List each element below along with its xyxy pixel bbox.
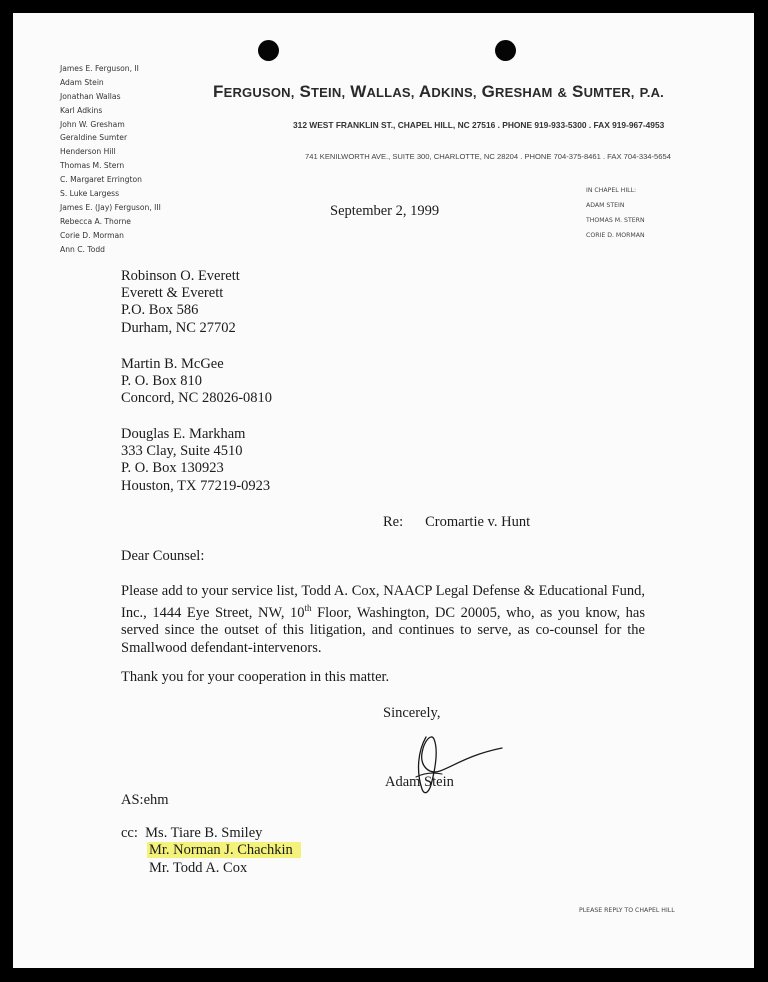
- chapel-hill-attorney: THOMAS M. STERN: [586, 217, 645, 224]
- recipient-block: [121, 356, 272, 408]
- recipient-line: P.O. Box 586: [121, 302, 199, 319]
- ordinal-suffix: th: [304, 603, 312, 614]
- chapel-hill-attorney: CORIE D. MORMAN: [586, 232, 645, 239]
- partner-name: Rebecca A. Thorne: [60, 216, 131, 226]
- body-text: Floor, Washington, DC 20005, who, as you know, has served since the outset of this litigation, and continues to serve, as co-counsel for the Smallwood defendant-intervenors.: [121, 605, 645, 656]
- recipient-line: P. O. Box 130923: [121, 460, 224, 477]
- cc-list: [121, 825, 301, 877]
- address-chapel-hill: 312 WEST FRANKLIN ST., CHAPEL HILL, NC 27516 . PHONE 919-933-5300 . FAX 919-967-4953: [293, 120, 665, 130]
- recipient-line: Douglas E. Markham: [121, 426, 246, 442]
- re-line: [383, 514, 530, 531]
- partner-name: Karl Adkins: [60, 105, 103, 115]
- punch-hole-left: [258, 40, 279, 61]
- partner-name: Thomas M. Stern: [60, 161, 125, 171]
- partner-name: Henderson Hill: [60, 147, 116, 157]
- cc-row: [121, 842, 301, 859]
- partner-name: Adam Stein: [60, 77, 104, 87]
- cc-row: [121, 860, 301, 877]
- partner-name: Ann C. Todd: [60, 244, 105, 254]
- partner-name: C. Margaret Errington: [60, 175, 142, 185]
- cc-row: [121, 825, 301, 842]
- firm-name: FERGUSON, STEIN, WALLAS, ADKINS, GRESHAM & SUMTER, P.A.: [213, 82, 664, 101]
- typist-initials: AS:ehm: [121, 792, 169, 808]
- thanks-line: Thank you for your cooperation in this matter.: [121, 669, 390, 685]
- recipient-line: Martin B. McGee: [121, 356, 224, 372]
- letter-page: [13, 13, 754, 968]
- partner-name: Jonathan Wallas: [60, 91, 121, 101]
- letter-date: September 2, 1999: [330, 203, 440, 219]
- recipient-line: Concord, NC 28026-0810: [121, 390, 273, 407]
- chapel-hill-heading: IN CHAPEL HILL:: [586, 187, 637, 194]
- cc-recipient-highlighted: Mr. Norman J. Chachkin: [147, 842, 301, 858]
- signer-name: Adam Stein: [385, 774, 454, 790]
- partner-name: James E. Ferguson, II: [60, 64, 139, 73]
- recipient-line: Houston, TX 77219-0923: [121, 477, 271, 494]
- body-paragraph: [121, 583, 645, 657]
- recipient-line: 333 Clay, Suite 4510: [121, 443, 243, 460]
- salutation: Dear Counsel:: [121, 548, 205, 564]
- partner-name: Geraldine Sumter: [60, 133, 128, 143]
- chapel-hill-attorneys: [586, 183, 645, 243]
- cc-recipient: Ms. Tiare B. Smiley: [145, 825, 263, 841]
- re-title: Cromartie v. Hunt: [425, 514, 531, 530]
- partner-name: S. Luke Largess: [60, 189, 120, 199]
- recipient-line: Robinson O. Everett: [121, 268, 240, 284]
- punch-hole-right: [495, 40, 516, 61]
- recipient-line: P. O. Box 810: [121, 373, 202, 390]
- partner-name: John W. Gresham: [60, 119, 125, 129]
- partners-list: [60, 62, 161, 256]
- partner-name: James E. (Jay) Ferguson, III: [60, 202, 161, 212]
- recipient-line: Everett & Everett: [121, 285, 224, 302]
- chapel-hill-attorney: ADAM STEIN: [586, 202, 625, 209]
- recipient-line: Durham, NC 27702: [121, 319, 236, 336]
- closing: Sincerely,: [383, 705, 441, 721]
- body-text: Please add to your service list, Todd A. Cox, NAACP Legal Defense & Educational Fund, Inc., 1444 Eye Street, NW, 10: [121, 583, 645, 622]
- cc-recipient: Mr. Todd A. Cox: [149, 859, 248, 876]
- recipient-block: [121, 426, 270, 495]
- reply-note: PLEASE REPLY TO CHAPEL HILL: [579, 907, 675, 914]
- cc-label: cc:: [121, 825, 138, 841]
- recipient-block: [121, 268, 240, 337]
- re-label: Re:: [383, 514, 404, 530]
- address-charlotte: 741 KENILWORTH AVE., SUITE 300, CHARLOTTE, NC 28204 . PHONE 704-375-8461 . FAX 704-334-5654: [305, 152, 671, 161]
- partner-name: Corie D. Morman: [60, 230, 124, 240]
